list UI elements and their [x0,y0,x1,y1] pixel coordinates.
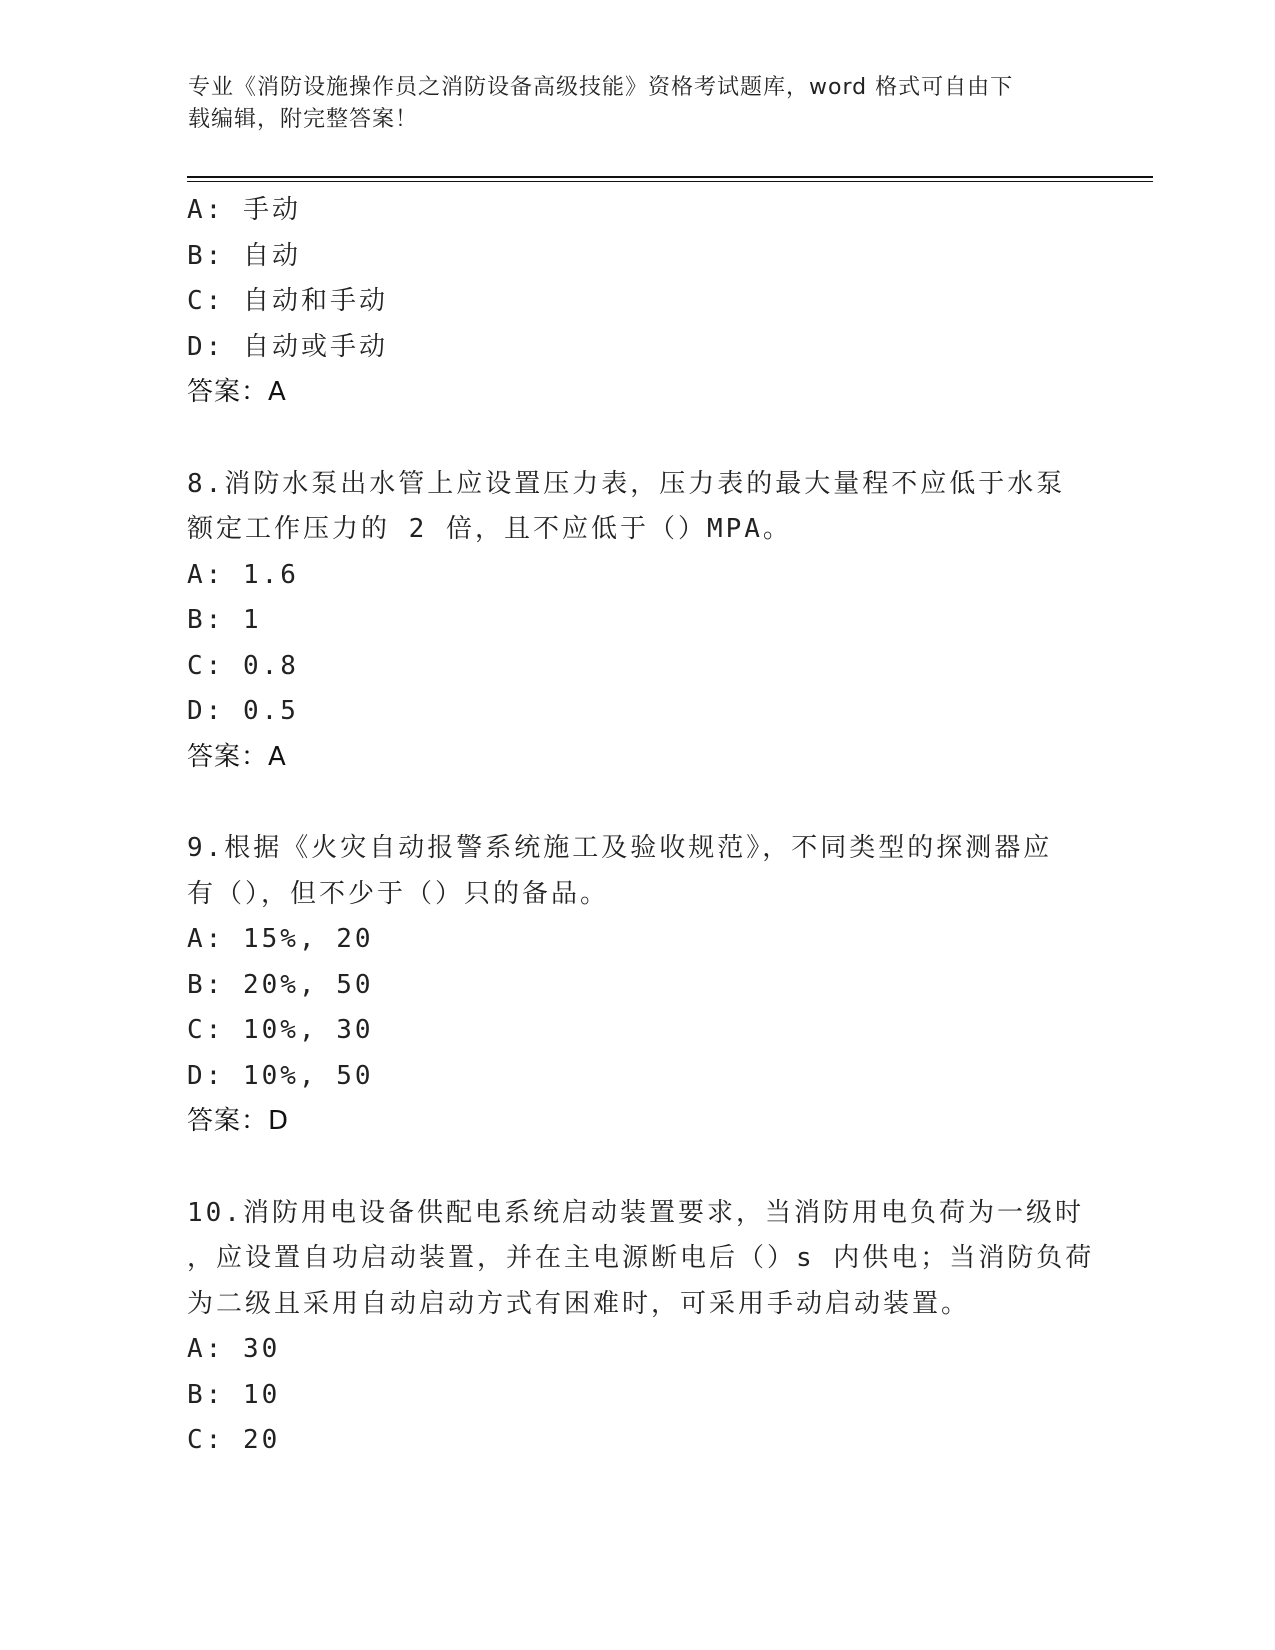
header-divider-bottom [187,181,1153,182]
option-a: A: 30 [187,1334,281,1364]
answer-label: 答案：A [187,741,287,772]
option-b: B: 10 [187,1379,281,1410]
question-stem-line: 有（），但不少于（）只的备品。 [187,878,610,909]
question-list [187,188,1095,1464]
option-a: A: 15%, 20 [187,924,374,954]
question-stem-line: 额定工作压力的 2 倍，且不应低于（）MPA。 [187,514,792,544]
option-b: B: 1 [187,605,262,635]
question-stem-line: ，应设置自功启动装置，并在主电源断电后（）s 内供电；当消防负荷 [187,1243,1095,1273]
option-b: B: 20%, 50 [187,969,374,1000]
answer-label: 答案：D [187,1106,290,1136]
header-line-1: 专业《消防设施操作员之消防设备高级技能》资格考试题库，word 格式可自由下 [188,75,1014,100]
option-c: C: 10%, 30 [187,1015,374,1045]
option-c: C: 0.8 [187,650,299,681]
option-d: D: 自动或手动 [187,331,388,362]
header-divider-top [187,176,1153,178]
document-header [188,72,1088,136]
question-stem-line: 9.根据《火灾自动报警系统施工及验收规范》，不同类型的探测器应 [187,833,1053,863]
header-line-2: 载编辑，附完整答案！ [188,107,419,132]
question-stem-line: 为二级且采用自动启动方式有困难时，可采用手动启动装置。 [187,1288,971,1319]
option-a: A: 1.6 [187,559,299,590]
option-d: D: 10%, 50 [187,1060,374,1091]
question-7-tail [187,188,1087,416]
option-c: C: 自动和手动 [187,286,388,316]
question-stem-line: 8.消防水泵出水管上应设置压力表，压力表的最大量程不应低于水泵 [187,468,1066,499]
option-c: C: 20 [187,1425,281,1455]
answer-label: 答案：A [187,377,287,407]
option-a: A: 手动 [187,195,301,225]
option-b: B: 自动 [187,240,301,271]
question-8 [187,462,1087,781]
option-d: D: 0.5 [187,696,299,726]
question-10 [187,1191,1095,1464]
question-stem-line: 10.消防用电设备供配电系统启动装置要求，当消防用电负荷为一级时 [187,1197,1084,1228]
question-9 [187,826,1087,1145]
